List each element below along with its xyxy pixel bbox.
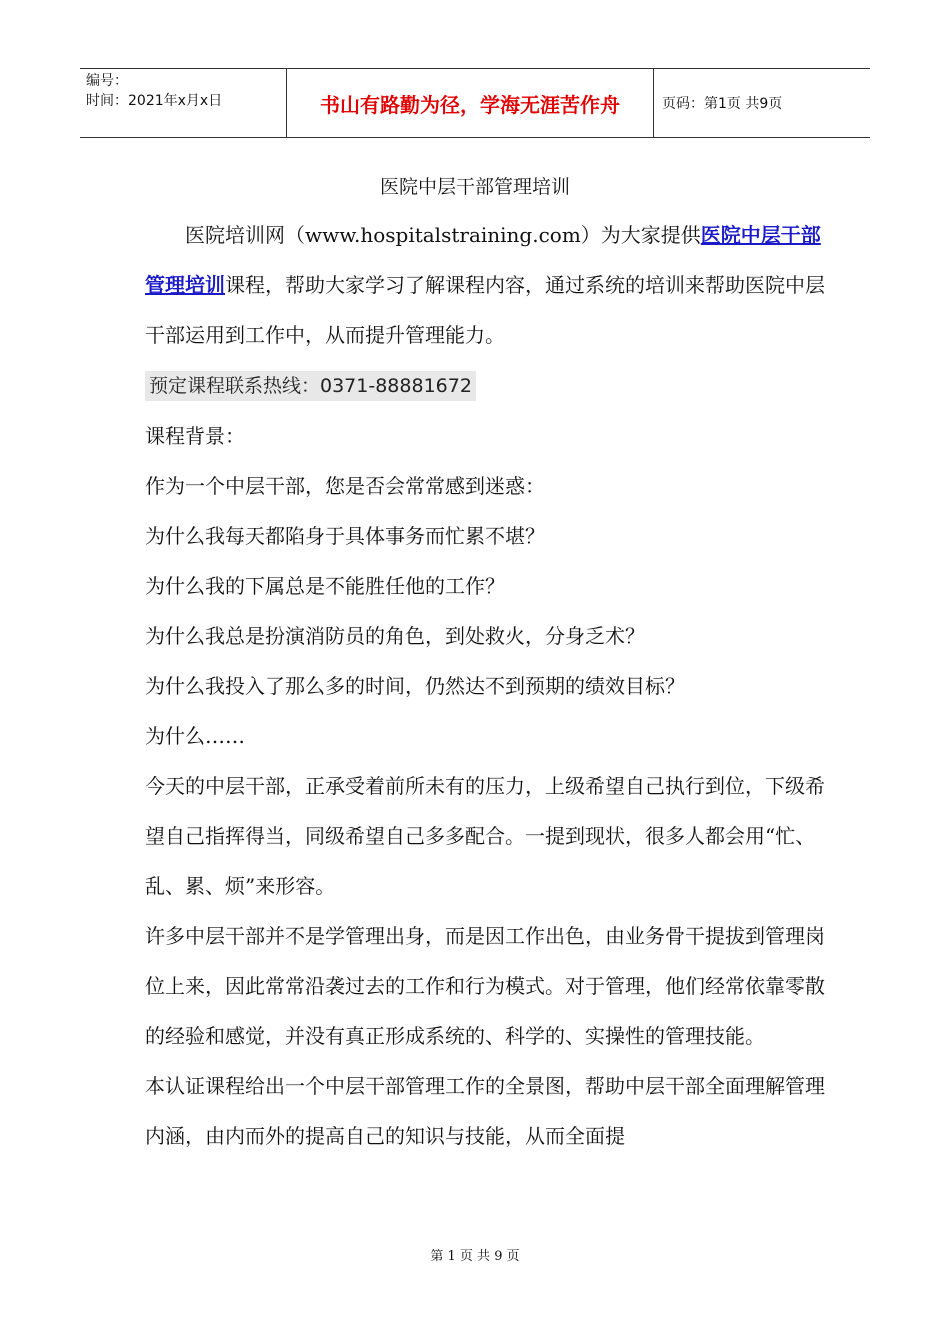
document-header bbox=[80, 68, 870, 138]
paragraph: 为什么我每天都陷身于具体事务而忙累不堪？ bbox=[145, 524, 545, 548]
header-meta bbox=[80, 69, 287, 137]
paragraph: 为什么我投入了那么多的时间，仍然达不到预期的绩效目标？ bbox=[145, 674, 685, 698]
document-title: 医院中层干部管理培训 bbox=[379, 176, 570, 198]
page-footer: 第 1 页 共 9 页 bbox=[430, 1249, 520, 1264]
page-info: 页码：第1页 共9页 bbox=[662, 96, 783, 112]
paragraph: 为什么…… bbox=[145, 724, 245, 748]
serial-number: 编号： bbox=[86, 73, 128, 89]
paragraph: 为什么我总是扮演消防员的角色，到处救火，分身乏术？ bbox=[145, 624, 645, 648]
intro-text: 医院培训网（www.hospitalstraining.com）为大家提供 bbox=[185, 223, 701, 247]
paragraph: 今天的中层干部，正承受着前所未有的压力，上级希望自己执行到位，下级希望自己指挥得当，同级希望自己多多配合。一提到现状，很多人都会用“忙、乱、累、烦”来形容。 bbox=[145, 774, 825, 898]
paragraph: 许多中层干部并不是学管理出身，而是因工作出色，由业务骨干提拔到管理岗位上来，因此常常沿袭过去的工作和行为模式。对于管理，他们经常依靠零散的经验和感觉，并没有真正形成系统的、科学的、实操性的管理技能。 bbox=[145, 924, 825, 1048]
header-motto-cell bbox=[287, 69, 654, 137]
hotline-banner: 预定课程联系热线：0371-88881672 bbox=[145, 371, 476, 401]
paragraph: 课程背景： bbox=[145, 424, 245, 448]
intro-text-rest: 课程，帮助大家学习了解课程内容，通过系统的培训来帮助医院中层干部运用到工作中，从而提升管理能力。 bbox=[145, 273, 825, 347]
paragraph: 为什么我的下属总是不能胜任他的工作？ bbox=[145, 574, 505, 598]
course-link[interactable]: 医院中层干部管理培训 bbox=[145, 223, 821, 297]
intro-paragraph bbox=[145, 210, 825, 360]
paragraph: 作为一个中层干部，您是否会常常感到迷惑： bbox=[145, 474, 545, 498]
document-body bbox=[145, 210, 825, 1161]
date-line: 时间：2021年x月x日 bbox=[86, 93, 223, 109]
motto: 书山有路勤为径，学海无涯苦作舟 bbox=[320, 92, 620, 117]
paragraph: 本认证课程给出一个中层干部管理工作的全景图，帮助中层干部全面理解管理内涵，由内而外的提高自己的知识与技能，从而全面提 bbox=[145, 1074, 825, 1148]
